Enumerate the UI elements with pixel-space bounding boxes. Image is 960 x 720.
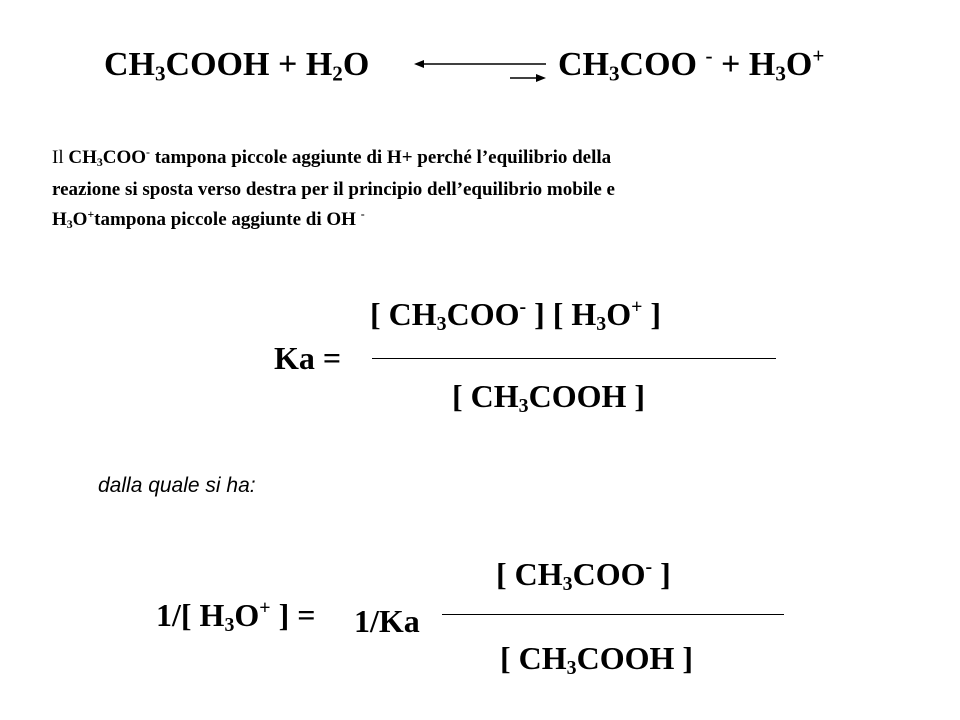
rhs-sub: 3 [775, 61, 786, 86]
num-sup: - [519, 296, 527, 319]
lhs-text: CH [104, 46, 155, 83]
den-sub: 3 [518, 394, 529, 417]
equilibrium-arrows-icon [414, 56, 550, 86]
rhs-sub: 3 [609, 61, 620, 86]
ka-fraction-bar [372, 358, 776, 359]
explanation-line-1 [52, 143, 611, 173]
num-sup: - [645, 556, 653, 579]
ka-numerator [370, 296, 661, 333]
explanation-line-2 [52, 175, 615, 205]
inv-lhs [156, 597, 315, 634]
para-sub: 3 [96, 155, 103, 169]
rhs-text: COO [619, 46, 706, 83]
num-sub: 3 [596, 312, 607, 335]
rhs-text: + H [712, 46, 776, 83]
explanation-line-3 [52, 205, 365, 235]
para-sup: - [146, 145, 150, 159]
lhs-text: ] = [270, 597, 316, 633]
rhs-sup: - [705, 43, 713, 68]
para-sup: - [360, 207, 365, 221]
den-text: [ CH [452, 378, 519, 414]
reaction-lhs [104, 46, 369, 84]
para-sub: 3 [66, 217, 73, 231]
rhs-text: O [785, 46, 813, 83]
den-sub: 3 [566, 656, 577, 679]
num-text: COO [572, 556, 646, 592]
num-text: COO [446, 296, 520, 332]
ka-lhs: Ka = [274, 340, 342, 376]
inv-fraction-bar [442, 614, 784, 615]
para-text: H [52, 209, 67, 230]
para-text: tampona piccole aggiunte di H+ perché l’equilibrio della [149, 147, 612, 168]
para-text: CH [68, 147, 97, 168]
num-text: O [606, 296, 632, 332]
lhs-text: O [234, 597, 260, 633]
inv-factor: 1/Ka [354, 603, 420, 639]
num-text: ] [652, 556, 671, 592]
para-text: COO [102, 147, 147, 168]
rhs-sup: + [812, 43, 825, 68]
reaction-rhs [558, 43, 825, 86]
lhs-text: 1/[ H [156, 597, 225, 633]
rhs-text: CH [558, 46, 609, 83]
lhs-sub: 3 [224, 613, 235, 636]
lhs-sup: + [259, 597, 271, 620]
transition-text: dalla quale si ha: [98, 474, 256, 497]
lhs-sub: 2 [332, 61, 343, 86]
para-text: O [72, 209, 88, 230]
num-sub: 3 [562, 572, 573, 595]
lhs-sub: 3 [155, 61, 166, 86]
den-text: [ CH [500, 640, 567, 676]
num-text: ] [ H [526, 296, 597, 332]
inv-denominator [500, 640, 693, 677]
para-text: Il [52, 147, 69, 168]
num-sub: 3 [436, 312, 447, 335]
den-text: COOH ] [528, 378, 646, 414]
lhs-text: COOH + H [165, 46, 333, 83]
ka-denominator [452, 378, 645, 415]
para-text: tampona piccole aggiunte di OH [94, 209, 361, 230]
para-text: reazione si sposta verso destra per il principio dell’equilibrio mobile e [52, 179, 615, 200]
num-text: ] [642, 296, 662, 332]
inv-numerator [496, 556, 671, 593]
num-text: [ CH [370, 296, 437, 332]
num-sup: + [631, 296, 643, 319]
num-text: [ CH [496, 556, 563, 592]
lhs-text: O [342, 46, 370, 83]
den-text: COOH ] [576, 640, 694, 676]
para-sup: + [87, 207, 95, 221]
